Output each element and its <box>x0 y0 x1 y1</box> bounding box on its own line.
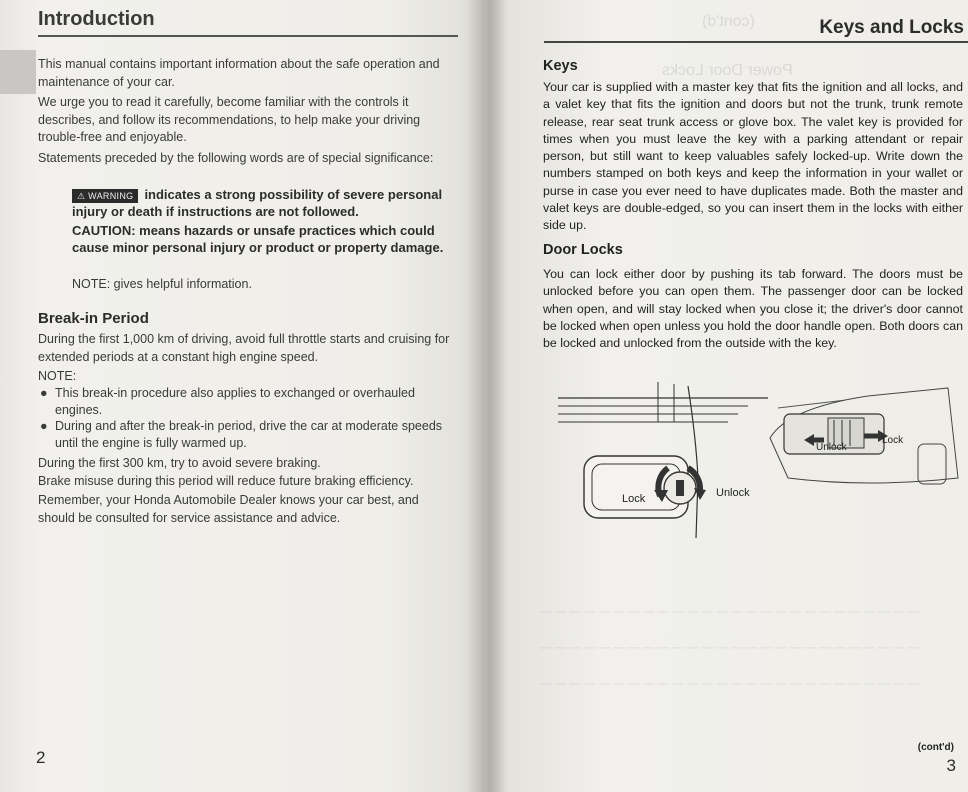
lock-tab-figure <box>768 378 966 528</box>
note-statement: NOTE: gives helpful information. <box>72 277 252 291</box>
tab-marker <box>0 50 36 94</box>
warning-badge: ⚠ WARNING <box>72 189 138 203</box>
list-item-text: During and after the break-in period, drive the car at moderate speeds until the engine is fully warmed up. <box>55 419 443 450</box>
bleed-through-text: — — — — — — — — — — — — — — — — — — — — — — — — — — <box>540 606 919 618</box>
right-header-rule <box>544 41 968 43</box>
bleed-through-text: Power Door Locks <box>662 62 793 79</box>
intro-paragraph-2: We urge you to read it carefully, become familiar with the controls it describes, and follow its recommendations, to help make your driving trouble-free and enjoyable. <box>38 95 421 144</box>
intro-paragraph-3: Statements preceded by the following words are of special significance: <box>38 151 434 165</box>
bullet-icon: ● <box>40 419 48 433</box>
bleed-through-text: — — — — — — — — — — — — — — — — — — — — — — — — — — <box>540 642 919 654</box>
keys-heading: Keys <box>543 58 578 74</box>
keyhole-unlock-label: Unlock <box>716 487 750 499</box>
dealer-paragraph: Remember, your Honda Automobile Dealer knows your car best, and should be consulted for service assistance and advice. <box>38 493 419 525</box>
page-number-left: 2 <box>36 748 46 767</box>
intro-paragraph-1: This manual contains important information about the safe operation and maintenance of your car. <box>38 57 440 89</box>
breakin-paragraph: During the first 1,000 km of driving, avoid full throttle starts and cruising for extended periods at a constant high engine speed. <box>38 332 450 364</box>
keyhole-figure <box>548 378 778 558</box>
tab-unlock-label: Unlock <box>816 442 847 453</box>
unlock-arrowhead-icon <box>694 488 706 500</box>
braking-paragraph: During the first 300 km, try to avoid severe braking. Brake misuse during this period will reduce future braking efficiency. <box>38 456 414 488</box>
key-icon <box>676 480 684 496</box>
continued-label: (cont'd) <box>917 742 954 753</box>
keys-paragraph: Your car is supplied with a master key that fits the ignition and all locks, and a valet key that fits the ignition and doors but not the trunk, trunk remote release, rear seat trunk access or glove box. The valet key is provided for times when you must leave the key with a parking attendant or repair person, but still want to keep valuables safely locked-up. Write down the numbers stamped on both keys and keep the information in your wallet or purse in case you ever need to have duplicates made. Both the master and valet keys are double-edged, so you can insert them in the locks with either side up. <box>543 80 963 233</box>
door-edge-curve <box>688 386 698 538</box>
warning-statement <box>72 186 460 220</box>
tab-lock-label: Lock <box>882 435 904 446</box>
bullet-icon: ● <box>40 386 48 400</box>
keyhole-lock-label: Lock <box>622 493 646 505</box>
left-header-title: Introduction <box>38 8 155 30</box>
page-number-right: 3 <box>946 756 956 775</box>
note-label: NOTE: <box>38 369 77 383</box>
caution-statement: CAUTION: means hazards or unsafe practices which could cause minor personal injury or product or property damage. <box>72 223 444 255</box>
door-locks-paragraph: You can lock either door by pushing its tab forward. The doors must be unlocked before you can open them. The passenger door can be locked when open, and will stay locked when you close it; the driver's door cannot be locked when open unless you hold the door handle open. Both doors can be locked and unlocked from the outside with the key. <box>543 267 963 351</box>
door-locks-heading: Door Locks <box>543 242 623 258</box>
breakin-heading: Break-in Period <box>38 310 149 327</box>
left-header-rule <box>38 35 458 37</box>
right-header-title: Keys and Locks <box>819 17 964 38</box>
warning-text: indicates a strong possibility of severe personal injury or death if instructions are not followed. <box>72 187 443 219</box>
bleed-through-text: — — — — — — — — — — — — — — — — — — — — — — — — — — <box>540 678 919 690</box>
list-item-text: This break-in procedure also applies to exchanged or overhauled engines. <box>55 386 415 417</box>
bleed-through-text: (cont'd) <box>702 13 755 30</box>
